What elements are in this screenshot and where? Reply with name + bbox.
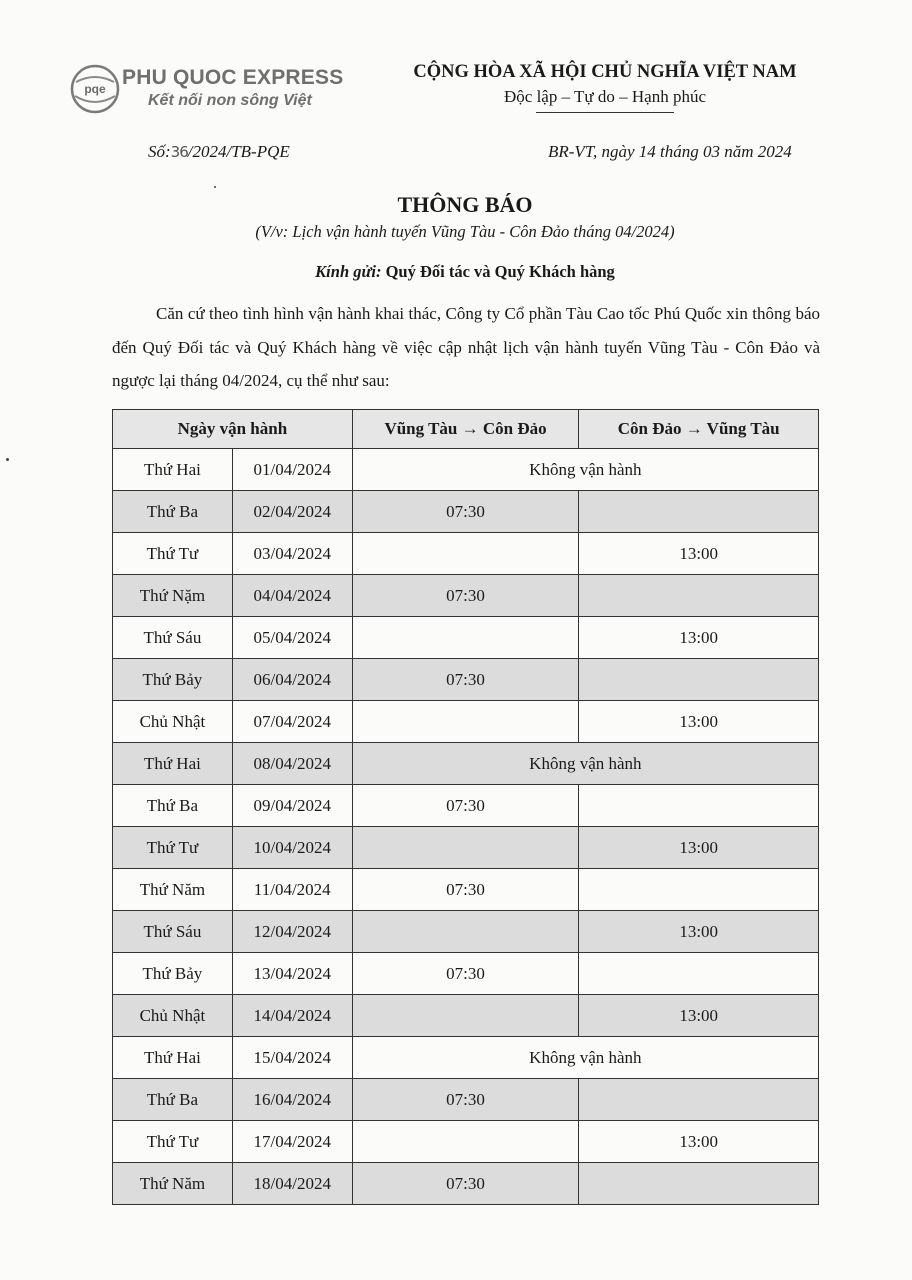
table-row [113,617,819,659]
header-condao-vungtau: Côn Đảo → Vũng Tàu [579,410,819,449]
no-service-cell: Không vận hành [352,1037,818,1079]
day-cell: Thứ Hai [113,743,233,785]
table-row [113,1037,819,1079]
vungtau-condao-time [352,617,579,659]
date-cell: 16/04/2024 [232,1079,352,1121]
no-service-cell: Không vận hành [352,743,818,785]
vungtau-condao-time [352,827,579,869]
table-row [113,953,819,995]
day-cell: Thứ Bảy [113,659,233,701]
vungtau-condao-time: 07:30 [352,953,579,995]
date-cell: 10/04/2024 [232,827,352,869]
vungtau-condao-time: 07:30 [352,491,579,533]
table-row [113,911,819,953]
vungtau-condao-time: 07:30 [352,1163,579,1205]
vungtau-condao-time: 07:30 [352,1079,579,1121]
table-row [113,995,819,1037]
date-cell: 02/04/2024 [232,491,352,533]
condao-vungtau-time: 13:00 [579,995,819,1037]
vungtau-condao-time: 07:30 [352,575,579,617]
document-number: Số:36/2024/TB-PQE [148,142,290,161]
date-cell: 18/04/2024 [232,1163,352,1205]
company-tagline: Kết nối non sông Việt [148,92,312,109]
company-name: PHU QUOC EXPRESS [122,66,344,89]
day-cell: Thứ Ba [113,785,233,827]
vungtau-condao-time [352,1121,579,1163]
day-cell: Thứ Bảy [113,953,233,995]
vungtau-condao-time [352,701,579,743]
date-cell: 07/04/2024 [232,701,352,743]
condao-vungtau-time: 13:00 [579,1121,819,1163]
table-row [113,743,819,785]
table-row [113,701,819,743]
header-vungtau-condao: Vũng Tàu → Côn Đảo [352,410,579,449]
condao-vungtau-time: 13:00 [579,701,819,743]
date-cell: 05/04/2024 [232,617,352,659]
notice-subject: (V/v: Lịch vận hành tuyến Vũng Tàu - Côn Đảo tháng 04/2024) [255,222,675,241]
nation-title: CỘNG HÒA XÃ HỘI CHỦ NGHĨA VIỆT NAM [413,62,797,82]
condao-vungtau-time [579,659,819,701]
condao-vungtau-time [579,785,819,827]
day-cell: Thứ Ba [113,491,233,533]
table-row [113,575,819,617]
date-cell: 01/04/2024 [232,449,352,491]
company-logo [70,62,360,122]
vungtau-condao-time: 07:30 [352,659,579,701]
handwritten-number: 36 [170,143,188,161]
date-cell: 06/04/2024 [232,659,352,701]
notice-body: Căn cứ theo tình hình vận hành khai thác, Công ty Cổ phần Tàu Cao tốc Phú Quốc xin thông báo đến Quý Đối tác và Quý Khách hàng về việc cập nhật lịch vận hành tuyến Vũng Tàu - Côn Đảo và ngược lại tháng 04/2024, cụ thể như sau: [112,304,820,390]
logo-globe-icon [70,64,120,114]
day-cell: Thứ Năm [113,869,233,911]
day-cell: Thứ Ba [113,1079,233,1121]
day-cell: Thứ Tư [113,1121,233,1163]
date-cell: 15/04/2024 [232,1037,352,1079]
condao-vungtau-time [579,491,819,533]
condao-vungtau-time [579,1163,819,1205]
date-cell: 17/04/2024 [232,1121,352,1163]
condao-vungtau-time: 13:00 [579,911,819,953]
condao-vungtau-time: 13:00 [579,827,819,869]
table-row [113,659,819,701]
table-row [113,533,819,575]
day-cell: Thứ Sáu [113,911,233,953]
date-cell: 08/04/2024 [232,743,352,785]
header-operating-day: Ngày vận hành [113,410,353,449]
condao-vungtau-time [579,1079,819,1121]
day-cell: Thứ Sáu [113,617,233,659]
vungtau-condao-time [352,995,579,1037]
day-cell: Chủ Nhật [113,995,233,1037]
scan-speck [6,458,9,461]
condao-vungtau-time [579,953,819,995]
day-cell: Thứ Hai [113,1037,233,1079]
vungtau-condao-time: 07:30 [352,869,579,911]
table-row [113,827,819,869]
day-cell: Thứ Tư [113,533,233,575]
table-row [113,449,819,491]
place-and-date: BR-VT, ngày 14 tháng 03 năm 2024 [548,142,792,161]
day-cell: Thứ Nặm [113,575,233,617]
date-cell: 13/04/2024 [232,953,352,995]
scan-speck [214,186,216,188]
condao-vungtau-time: 13:00 [579,617,819,659]
date-cell: 11/04/2024 [232,869,352,911]
schedule-table [112,409,819,1205]
vungtau-condao-time [352,533,579,575]
schedule-body [113,449,819,1205]
table-row [113,785,819,827]
table-row [113,491,819,533]
motto-underline [536,112,674,113]
table-row [113,1079,819,1121]
nation-motto: Độc lập – Tự do – Hạnh phúc [504,87,706,106]
date-cell: 03/04/2024 [232,533,352,575]
condao-vungtau-time [579,575,819,617]
date-cell: 09/04/2024 [232,785,352,827]
day-cell: Chủ Nhật [113,701,233,743]
day-cell: Thứ Hai [113,449,233,491]
notice-greeting: Kính gửi: Quý Đối tác và Quý Khách hàng [315,262,615,281]
table-row [113,1163,819,1205]
svg-text:pqe: pqe [84,82,106,96]
date-cell: 04/04/2024 [232,575,352,617]
day-cell: Thứ Tư [113,827,233,869]
notice-title: THÔNG BÁO [397,192,533,217]
day-cell: Thứ Năm [113,1163,233,1205]
condao-vungtau-time: 13:00 [579,533,819,575]
condao-vungtau-time [579,869,819,911]
table-row [113,1121,819,1163]
date-cell: 14/04/2024 [232,995,352,1037]
table-header-row [113,410,819,449]
table-row [113,869,819,911]
no-service-cell: Không vận hành [352,449,818,491]
vungtau-condao-time: 07:30 [352,785,579,827]
vungtau-condao-time [352,911,579,953]
date-cell: 12/04/2024 [232,911,352,953]
